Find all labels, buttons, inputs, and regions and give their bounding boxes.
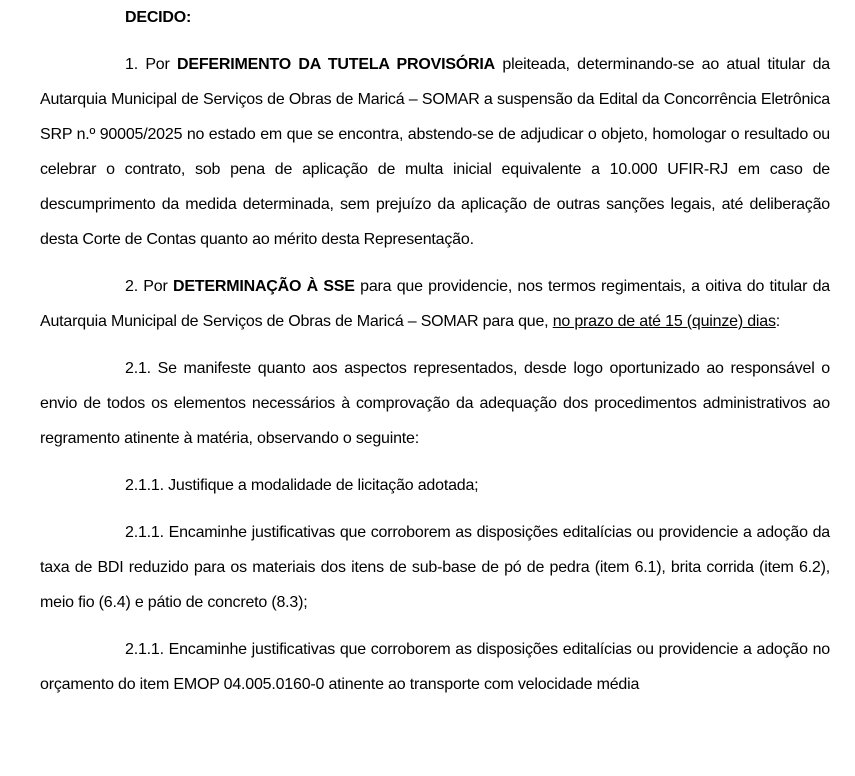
text-segment: 2. Por [125,278,173,295]
paragraph-1 [40,47,830,257]
text-segment: 1. Por [125,56,178,73]
text-segment: DETERMINAÇÃO À SSE [172,278,355,295]
paragraph-4 [40,468,830,503]
text-segment: : [775,313,781,330]
document-body [40,47,830,702]
text-segment: para que providencie, nos termos regimentais, a oitiva do titular da Autarquia Municipal de Serviços de Obras de Maricá – SOMAR para que, [40,278,831,330]
text-segment: 2.1.1. Encaminhe justificativas que corroborem as disposições editalícias ou providencie a adoção da taxa de BDI reduzido para os materiais dos itens de sub-base de pó de pedra (item 6.1), brita corrida (item 6.2), meio fio (6.4) e pátio de concreto (8.3); [40,524,830,611]
text-segment: DEFERIMENTO DA TUTELA PROVISÓRIA [177,56,496,73]
text-segment: 2.1. Se manifeste quanto aos aspectos representados, desde logo oportunizado ao responsável o envio de todos os elementos necessários à comprovação da adequação dos procedimentos administrativos ao regramento atinente à matéria, observando o seguinte: [40,360,830,447]
document-heading: DECIDO: [125,9,192,26]
paragraph-3 [40,351,830,456]
text-segment: no prazo de até 15 (quinze) dias [552,313,776,330]
text-segment: pleiteada, determinando-se ao atual titular da Autarquia Municipal de Serviços de Obras de Maricá – SOMAR a suspensão da Edital da Concorrência Eletrônica SRP n.º 90005/2025 no estado em que se encontra, abstendo-se de adjudicar o objeto, homologar o resultado ou celebrar o contrato, sob pena de aplicação de multa inicial equivalente a 10.000 UFIR-RJ em caso de descumprimento da medida determinada, sem prejuízo da aplicação de outras sanções legais, até deliberação desta Corte de Contas quanto ao mérito desta Representação. [40,56,830,248]
text-segment: 2.1.1. Encaminhe justificativas que corroborem as disposições editalícias ou providencie a adoção no orçamento do item EMOP 04.005.0160-0 atinente ao transporte com velocidade média [40,641,830,693]
text-segment: 2.1.1. Justifique a modalidade de licitação adotada; [125,477,479,494]
paragraph-6 [40,632,830,702]
paragraph-2 [40,269,830,339]
paragraph-5 [40,515,830,620]
